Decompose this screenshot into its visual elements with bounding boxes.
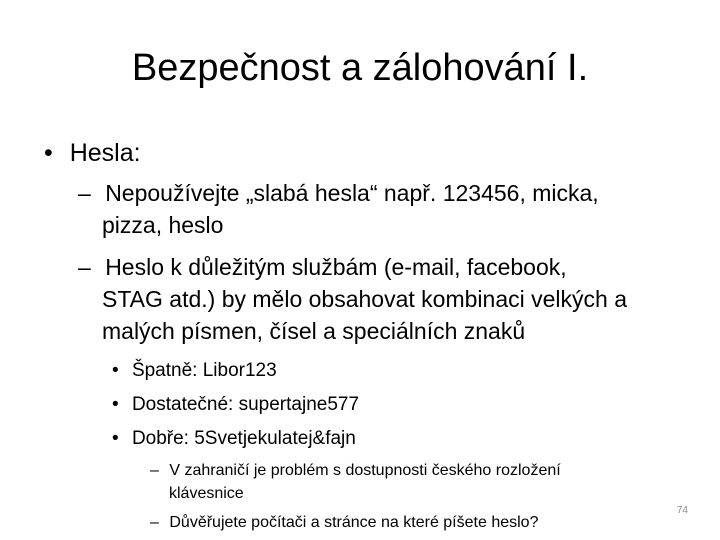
page-number: 74 — [676, 505, 688, 516]
note-text: V zahraničí je problém s dostupnosti českého rozložení — [169, 462, 561, 479]
example-sufficient — [112, 392, 359, 418]
sub-bullet-text-continued: STAG atd.) by mělo obsahovat kombinaci velkých a — [102, 286, 627, 312]
example-text: Špatně: Libor123 — [131, 360, 277, 381]
sub-bullet-text-continued: malých písmen, čísel a speciálních znaků — [102, 318, 526, 344]
bullet-icon: • — [112, 428, 119, 449]
note-text: Důvěřujete počítači a stránce na které píšete heslo? — [169, 514, 539, 531]
bullet-hesla — [44, 138, 141, 168]
sub-bullet-text-continued: pizza, heslo — [102, 212, 224, 238]
bullet-text: Hesla: — [69, 139, 141, 167]
note-text-continued: klávesnice — [169, 485, 244, 502]
example-text: Dobře: 5Svetjekulatej&fajn — [131, 428, 356, 449]
sub-bullet-strong-passwords — [78, 252, 567, 282]
dash-icon: – — [150, 514, 159, 531]
bullet-icon: • — [112, 394, 119, 415]
bullet-icon: • — [112, 360, 119, 381]
sub-bullet-weak-passwords — [78, 178, 599, 208]
slide-title: Bezpečnost a zálohování I. — [131, 47, 589, 89]
dash-icon: – — [78, 180, 91, 206]
bullet-icon: • — [44, 139, 53, 167]
sub-bullet-text: Heslo k důležitým službám (e-mail, facebook, — [105, 254, 567, 280]
dash-icon: – — [150, 462, 159, 479]
note-trust — [150, 513, 538, 533]
dash-icon: – — [78, 254, 91, 280]
example-good — [112, 426, 356, 452]
note-keyboard-layout — [150, 461, 561, 481]
example-bad — [112, 358, 277, 384]
example-text: Dostatečné: supertajne577 — [131, 394, 360, 415]
sub-bullet-text: Nepoužívejte „slabá hesla“ např. 123456, micka, — [105, 180, 599, 206]
